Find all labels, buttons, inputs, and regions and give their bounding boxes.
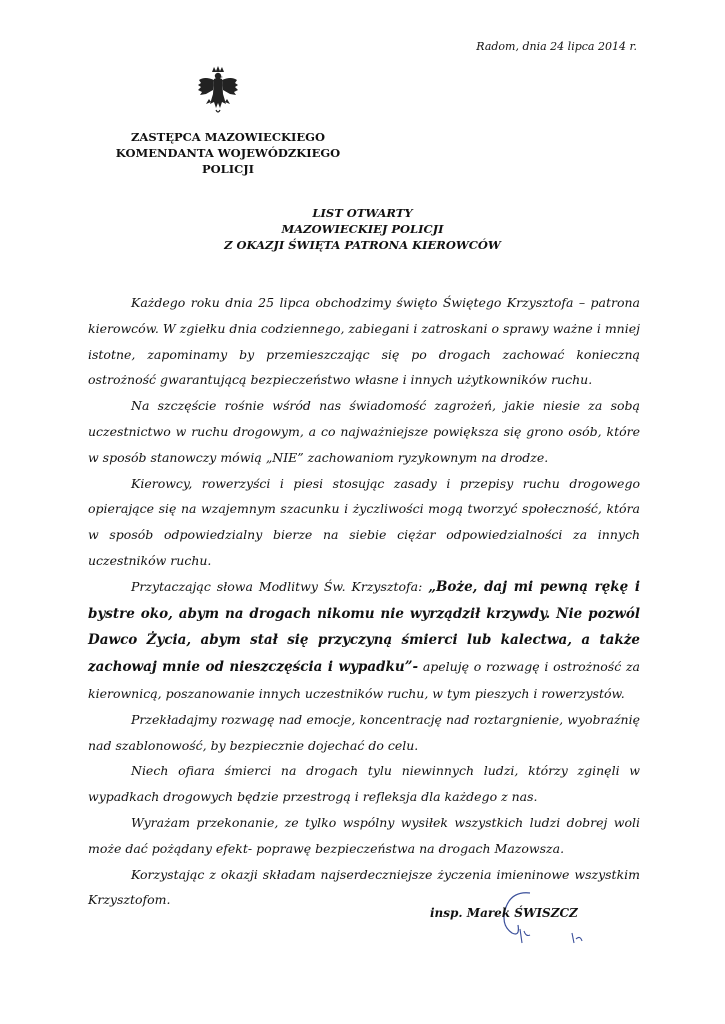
paragraph-3: Kierowcy, rowerzyści i piesi stosując zasady i przepisy ruchu drogowego opierające się na wzajemnym szacunku i życzliwości mogą tworzyć społeczność, która w sposób odpowiedzialny bierze na siebie ciężar odpowiedzialności za innych uczestników ruchu. [88,475,640,568]
issuer-line-1: ZASTĘPCA MAZOWIECKIEGO [131,130,325,144]
issuer-line-2: KOMENDANTA WOJEWÓDZKIEGO POLICJI [115,146,341,176]
prayer-quote: „Boże, daj mi pewną rękę i bystre oko, abym na drogach nikomu nie wyrządził krzywdy. Nie pozwól Dawco Życia, abym stał się przyczyną śmierci lub kalectwa, a także zachowaj mnie od nieszczęścia i wypadku”- [88,578,640,676]
paragraph-5: Przekładajmy rozwagę nad emocje, koncentrację nad roztargnienie, wyobraźnię nad szablonowość, by bezpiecznie dojechać do celu. [88,711,640,753]
signature-area [420,885,620,985]
handwritten-signature-icon [460,885,590,975]
polish-eagle-emblem-icon [197,66,239,116]
issuer-block [88,129,368,177]
letter-body [88,290,640,913]
paragraph-4 [88,574,640,707]
signer-name: insp. Marek ŚWISZCZ [430,906,578,920]
paragraph-4-intro: Przytaczając słowa Modlitwy Św. Krzysztofa: [131,578,429,594]
paragraph-4-outro: apeluję o rozwagę i ostrożność za kierownicą, poszanowanie innych uczestników ruchu, w tym pieszych i rowerzystów. [88,659,640,701]
date-line: Radom, dnia 24 lipca 2014 r. [476,40,637,53]
paragraph-7: Wyrażam przekonanie, ze tylko wspólny wysiłek wszystkich ludzi dobrej woli może dać pożądany efekt- poprawę bezpieczeństwa na drogach Mazowsza. [88,814,640,856]
letter-title [0,205,725,253]
title-line-3: Z OKAZJI ŚWIĘTA PATRONA KIEROWCÓW [224,238,501,252]
paragraph-2: Na szczęście rośnie wśród nas świadomość zagrożeń, jakie niesie za sobą uczestnictwo w ruchu drogowym, a co najważniejsze powiększa się grono osób, które w sposób stanowczy mówią „NIE” zachowaniom ryzykownym na drodze. [88,398,640,465]
title-line-2: MAZOWIECKIEJ POLICJI [281,222,444,236]
paragraph-8: Korzystając z okazji składam najserdeczniejsze życzenia imieninowe wszystkim Krzysztofom. [88,866,640,908]
title-line-1: LIST OTWARTY [312,206,413,220]
paragraph-6: Niech ofiara śmierci na drogach tylu niewinnych ludzi, którzy zginęli w wypadkach drogowych będzie przestrogą i refleksja dla każdego z nas. [88,763,640,805]
paragraph-1: Każdego roku dnia 25 lipca obchodzimy święto Świętego Krzysztofa – patrona kierowców. W zgiełku dnia codziennego, zabiegani i zatroskani o sprawy ważne i mniej istotne, zapominamy by przemieszczając się po drogach zachować konieczną ostrożność gwarantującą bezpieczeństwo własne i innych użytkowników ruchu. [88,295,640,388]
